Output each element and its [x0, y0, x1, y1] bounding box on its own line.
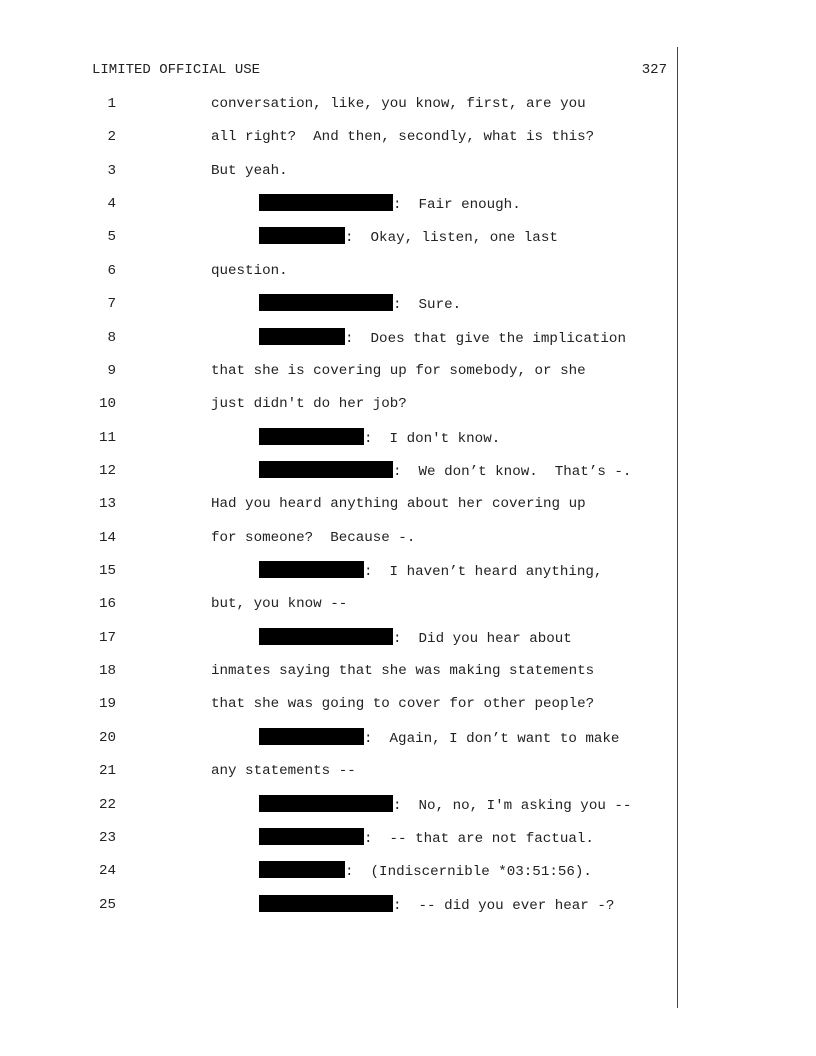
- line-number: 8: [107, 329, 116, 346]
- transcript-line: [0, 261, 677, 281]
- line-text: [211, 394, 407, 414]
- line-number: 18: [98, 663, 116, 680]
- transcript-line: [0, 528, 677, 548]
- transcript-line: [0, 428, 677, 448]
- speaker-line: [259, 795, 631, 816]
- transcript-line: [0, 294, 677, 314]
- line-number: 14: [98, 529, 116, 546]
- line-number: 24: [98, 863, 116, 880]
- line-text: but, you know --: [211, 596, 348, 613]
- line-text: [211, 594, 347, 614]
- line-number: 17: [98, 629, 116, 646]
- redaction-bar: [259, 895, 393, 912]
- transcript-line: [0, 328, 677, 348]
- line-number: 22: [98, 796, 116, 813]
- transcript-line: [0, 661, 677, 681]
- speaker-line: [259, 728, 619, 749]
- transcript-line: [0, 394, 677, 414]
- transcript-line: [0, 828, 677, 848]
- transcript-line: [0, 594, 677, 614]
- line-text: : -- did you ever hear -?: [393, 897, 615, 914]
- line-text: [211, 261, 288, 281]
- line-text: : I haven’t heard anything,: [364, 564, 603, 581]
- line-text: : Again, I don’t want to make: [364, 730, 620, 747]
- speaker-line: [259, 294, 461, 315]
- line-text: [211, 661, 594, 681]
- line-number: 4: [107, 196, 116, 213]
- transcript-line: [0, 494, 677, 514]
- line-number: 15: [98, 563, 116, 580]
- line-text: Had you heard anything about her covering up: [211, 496, 586, 513]
- line-number: 1: [107, 96, 116, 112]
- speaker-line: [259, 428, 500, 449]
- redaction-bar: [259, 428, 364, 445]
- redaction-bar: [259, 461, 393, 478]
- line-number: 16: [98, 596, 116, 613]
- transcript-line: [0, 461, 677, 481]
- line-text: inmates saying that she was making statements: [211, 663, 595, 680]
- line-text: : We don’t know. That’s -.: [393, 463, 632, 480]
- line-text: : -- that are not factual.: [364, 830, 594, 847]
- transcript-line: [0, 161, 677, 181]
- transcript-line: [0, 561, 677, 581]
- speaker-line: [259, 561, 602, 582]
- transcript-line: [0, 127, 677, 147]
- line-text: [211, 694, 594, 714]
- speaker-line: [259, 861, 592, 882]
- line-text: just didn't do her job?: [211, 396, 407, 413]
- redaction-bar: [259, 828, 364, 845]
- line-text: all right? And then, secondly, what is this?: [211, 129, 595, 146]
- line-text: conversation, like, you know, first, are you: [211, 96, 586, 112]
- line-number: 20: [98, 729, 116, 746]
- right-margin-rule: [677, 47, 678, 1008]
- line-number: 3: [107, 162, 116, 179]
- line-text: [211, 161, 288, 181]
- line-text: for someone? Because -.: [211, 529, 416, 546]
- transcript-line: [0, 94, 677, 114]
- speaker-line: [259, 461, 631, 482]
- transcript-line: [0, 761, 677, 781]
- redaction-bar: [259, 795, 393, 812]
- transcript-line: [0, 628, 677, 648]
- transcript-line: [0, 861, 677, 881]
- line-text: : (Indiscernible *03:51:56).: [345, 864, 592, 881]
- classification-header: LIMITED OFFICIAL USE: [92, 62, 261, 78]
- line-number: 2: [107, 129, 116, 146]
- redaction-bar: [259, 861, 345, 878]
- transcript-line: [0, 795, 677, 815]
- speaker-line: [259, 628, 572, 649]
- line-text: : Fair enough.: [393, 197, 521, 214]
- line-number: 11: [98, 429, 116, 446]
- line-number: 12: [98, 462, 116, 479]
- redaction-bar: [259, 628, 393, 645]
- speaker-line: [259, 194, 521, 215]
- line-text: that she is covering up for somebody, or she: [211, 362, 586, 379]
- line-text: [211, 94, 586, 114]
- transcript-line: [0, 361, 677, 381]
- page-number: 327: [641, 62, 667, 78]
- speaker-line: [259, 895, 614, 916]
- redaction-bar: [259, 227, 345, 244]
- line-text: : I don't know.: [364, 430, 501, 447]
- line-text: that she was going to cover for other people?: [211, 696, 595, 713]
- redaction-bar: [259, 561, 364, 578]
- line-number: 9: [107, 362, 116, 379]
- redaction-bar: [259, 194, 393, 211]
- line-text: question.: [211, 262, 288, 279]
- line-number: 21: [98, 763, 116, 780]
- line-text: [211, 528, 415, 548]
- line-number: 25: [98, 896, 116, 913]
- speaker-line: [259, 227, 558, 248]
- line-text: : Does that give the implication: [345, 330, 626, 347]
- line-text: [211, 494, 586, 514]
- redaction-bar: [259, 294, 393, 311]
- speaker-line: [259, 828, 594, 849]
- line-text: But yeah.: [211, 162, 288, 179]
- line-text: : Sure.: [393, 297, 462, 314]
- transcript-line: [0, 194, 677, 214]
- line-number: 5: [107, 229, 116, 246]
- transcript-line: [0, 895, 677, 915]
- line-text: : Okay, listen, one last: [345, 230, 558, 247]
- line-text: [211, 361, 586, 381]
- transcript-line: [0, 227, 677, 247]
- line-number: 23: [98, 829, 116, 846]
- line-number: 7: [107, 296, 116, 313]
- line-number: 6: [107, 262, 116, 279]
- line-number: 10: [98, 396, 116, 413]
- line-text: any statements --: [211, 763, 356, 780]
- redaction-bar: [259, 728, 364, 745]
- transcript-line: [0, 694, 677, 714]
- redaction-bar: [259, 328, 345, 345]
- speaker-line: [259, 328, 626, 349]
- line-number: 19: [98, 696, 116, 713]
- line-text: [211, 761, 356, 781]
- transcript-line: [0, 728, 677, 748]
- line-text: : No, no, I'm asking you --: [393, 797, 632, 814]
- line-text: : Did you hear about: [393, 630, 572, 647]
- line-text: [211, 127, 594, 147]
- line-number: 13: [98, 496, 116, 513]
